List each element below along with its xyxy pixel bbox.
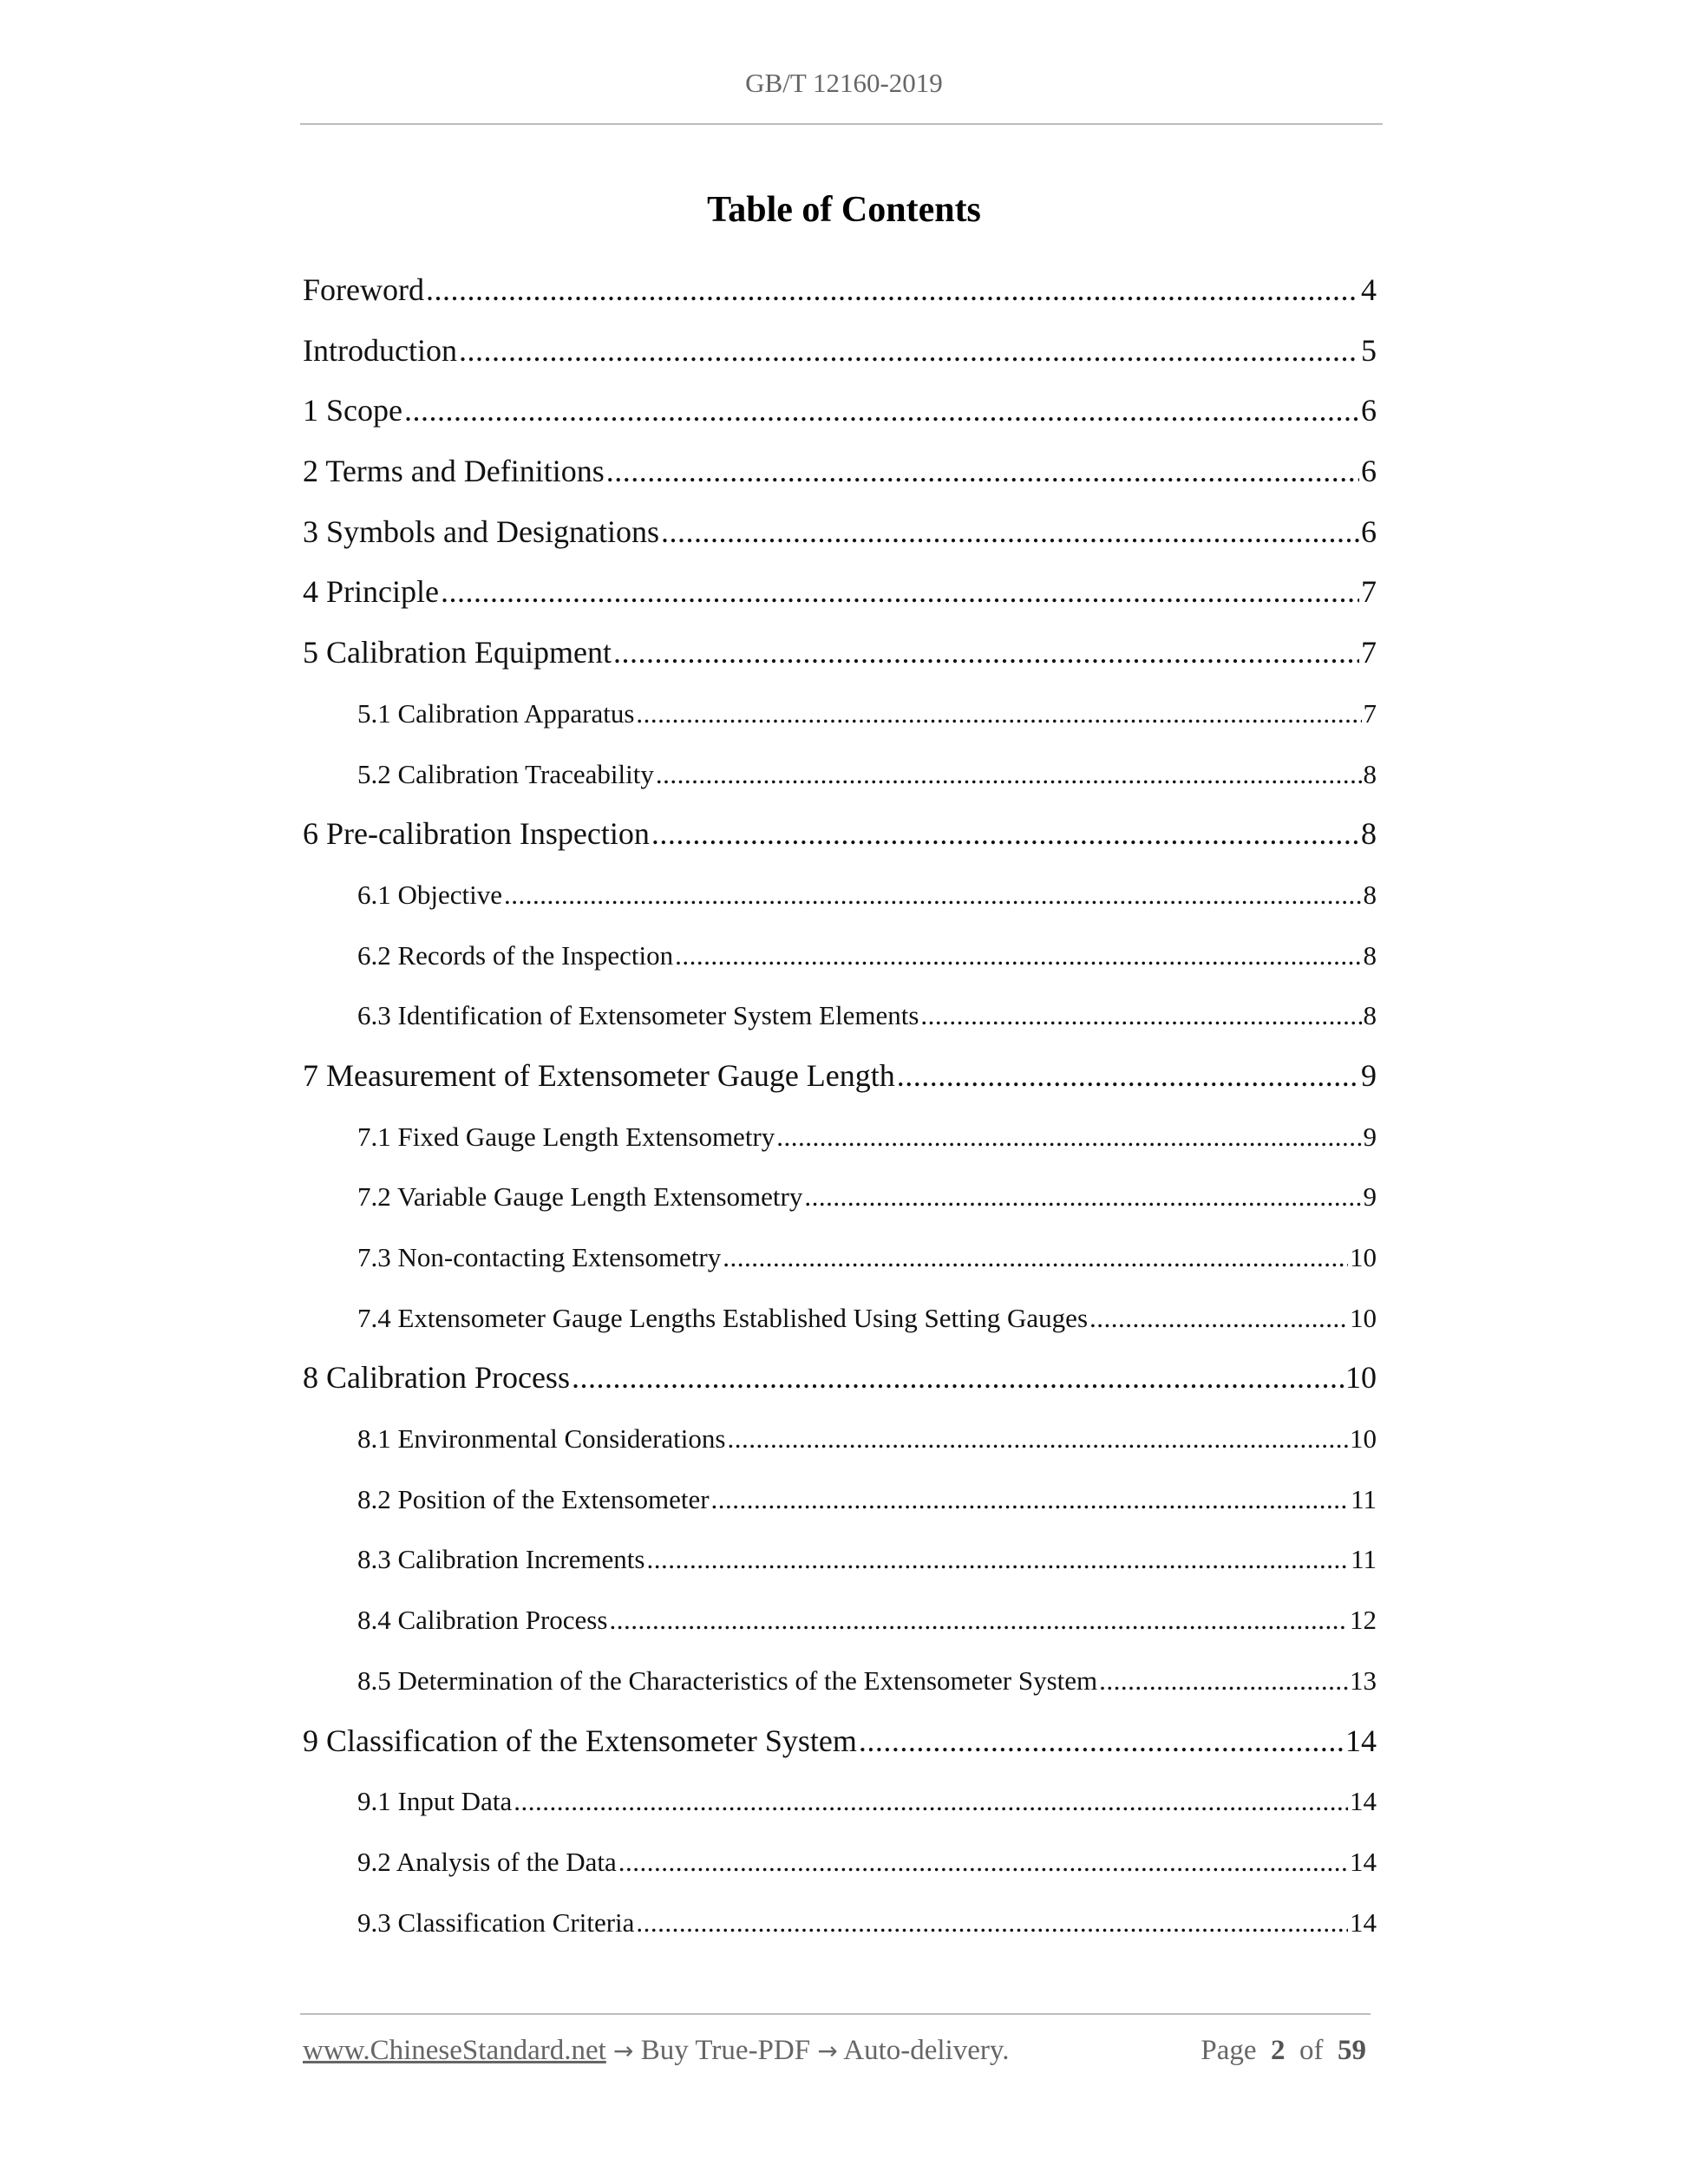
toc-entry-page: 8 [1363,758,1377,789]
toc-dot-leader [613,623,1359,683]
header-divider [300,123,1383,125]
of-label: of [1299,2035,1324,2066]
toc-entry-page: 8 [1361,816,1377,852]
toc-entry-title: 6.3 Identification of Extensometer System Elements [357,1000,919,1031]
toc-entry[interactable] [303,1107,1377,1167]
footer-promo [303,2035,1009,2067]
toc-entry[interactable] [303,1529,1377,1590]
toc-entry-title: 6 Pre-calibration Inspection [303,816,650,852]
toc-dot-leader [441,562,1359,623]
toc-entry-title: 7.2 Variable Gauge Length Extensometry [357,1181,803,1213]
footer-divider [300,2013,1371,2015]
toc-dot-leader [711,1469,1350,1530]
toc-entry[interactable] [303,562,1377,623]
toc-dot-leader [859,1711,1344,1772]
toc-entry-title: 7.4 Extensometer Gauge Lengths Established Using Setting Gauges [357,1302,1089,1333]
toc-dot-leader [727,1409,1348,1469]
toc-entry-title: 6.1 Objective [357,879,503,910]
toc-entry-title: 8 Calibration Process [303,1360,570,1396]
toc-dot-leader [776,1107,1361,1167]
total-pages-number: 59 [1338,2035,1366,2066]
toc-entry-title: 4 Principle [303,574,439,610]
page-label: Page [1201,2035,1257,2066]
toc-dot-leader [636,683,1361,744]
toc-entry-page: 10 [1345,1360,1377,1396]
toc-entry-title: 7 Measurement of Extensometer Gauge Length [303,1057,895,1093]
toc-entry-title: 5.2 Calibration Traceability [357,758,654,789]
toc-entry[interactable] [303,1409,1377,1469]
toc-entry-title: 8.1 Environmental Considerations [357,1423,726,1455]
toc-entry-page: 6 [1361,454,1377,489]
toc-dot-leader [609,1590,1348,1651]
arrow-right-icon: → [613,2037,634,2065]
toc-entry-page: 14 [1350,1846,1377,1877]
toc-entry[interactable] [303,1590,1377,1651]
toc-entry[interactable] [303,1469,1377,1530]
toc-entry-page: 13 [1350,1664,1377,1696]
toc-entry[interactable] [303,381,1377,441]
toc-dot-leader [656,744,1362,805]
toc-entry[interactable] [303,321,1377,382]
toc-dot-leader [1089,1288,1348,1349]
toc-entry-title: 1 Scope [303,393,402,428]
toc-entry-title: 7.3 Non-contacting Extensometry [357,1242,722,1272]
toc-entry-title: 7.1 Fixed Gauge Length Extensometry [357,1121,775,1152]
toc-dot-leader [514,1771,1348,1832]
toc-dot-leader [920,985,1361,1046]
toc-entry-page: 6 [1361,513,1377,549]
toc-list [303,260,1377,1952]
toc-entry[interactable] [303,1771,1377,1832]
toc-entry[interactable] [303,441,1377,502]
arrow-right-icon: → [817,2037,838,2065]
toc-entry-page: 6 [1361,393,1377,428]
toc-entry-page: 7 [1363,697,1377,729]
toc-dot-leader [646,1529,1349,1590]
toc-entry[interactable] [303,1832,1377,1893]
toc-entry-page: 10 [1350,1423,1377,1455]
toc-entry-page: 8 [1363,879,1377,910]
toc-entry[interactable] [303,744,1377,805]
toc-entry[interactable] [303,683,1377,744]
toc-entry[interactable] [303,1651,1377,1711]
page-indicator [1201,2035,1366,2067]
toc-entry-title: 9.2 Analysis of the Data [357,1846,617,1877]
toc-entry[interactable] [303,804,1377,865]
running-header: GB/T 12160-2019 [745,68,943,98]
current-page-number: 2 [1271,2035,1286,2066]
toc-entry[interactable] [303,1227,1377,1288]
toc-entry-title: Introduction [303,332,457,368]
toc-dot-leader [804,1167,1361,1227]
toc-entry-title: 8.2 Position of the Extensometer [357,1483,710,1514]
toc-entry[interactable] [303,925,1377,986]
toc-entry-page: 10 [1350,1242,1377,1272]
toc-dot-leader [675,925,1361,986]
toc-entry-page: 12 [1350,1605,1377,1636]
toc-entry-page: 7 [1361,635,1377,670]
toc-entry-title: 6.2 Records of the Inspection [357,939,674,971]
toc-dot-leader [651,804,1359,865]
toc-entry-title: 3 Symbols and Designations [303,513,659,549]
toc-entry[interactable] [303,1046,1377,1107]
toc-entry[interactable] [303,1288,1377,1349]
toc-entry-page: 5 [1361,332,1377,368]
toc-dot-leader [504,865,1361,925]
toc-dot-leader [404,381,1359,441]
toc-entry-page: 11 [1351,1483,1377,1514]
toc-entry-title: 5.1 Calibration Apparatus [357,697,635,729]
toc-entry-page: 8 [1363,939,1377,971]
toc-entry[interactable] [303,623,1377,683]
toc-dot-leader [661,502,1359,563]
toc-entry[interactable] [303,1167,1377,1227]
toc-entry-title: 5 Calibration Equipment [303,635,612,670]
buy-true-pdf-text: Buy True-PDF [640,2035,811,2066]
toc-entry[interactable] [303,1893,1377,1953]
toc-entry-title: Foreword [303,272,424,307]
toc-entry[interactable] [303,260,1377,321]
toc-dot-leader [606,441,1359,502]
toc-entry-page: 7 [1361,574,1377,610]
toc-entry-page: 9 [1363,1121,1377,1152]
auto-delivery-text: Auto-delivery. [843,2035,1010,2066]
toc-entry[interactable] [303,502,1377,563]
toc-dot-leader [618,1832,1348,1893]
toc-entry[interactable] [303,1711,1377,1772]
toc-entry-page: 14 [1345,1723,1377,1758]
toc-entry-title: 8.5 Determination of the Characteristics of the Extensometer System [357,1664,1098,1696]
toc-entry-page: 14 [1350,1906,1377,1938]
toc-entry-title: 8.3 Calibration Increments [357,1544,645,1575]
toc-entry[interactable] [303,1348,1377,1409]
toc-entry-title: 8.4 Calibration Process [357,1605,608,1636]
toc-entry-page: 10 [1350,1302,1377,1333]
toc-entry-title: 2 Terms and Definitions [303,454,605,489]
toc-entry-page: 4 [1361,272,1377,307]
toc-entry-title: 9.3 Classification Criteria [357,1906,635,1938]
toc-entry-page: 8 [1363,1000,1377,1031]
toc-entry-page: 9 [1361,1057,1377,1093]
toc-dot-leader [1099,1651,1348,1711]
toc-entry-page: 14 [1350,1786,1377,1817]
toc-entry-page: 9 [1363,1181,1377,1213]
toc-dot-leader [636,1893,1348,1953]
toc-entry[interactable] [303,985,1377,1046]
site-link[interactable]: www.ChineseStandard.net [303,2035,606,2066]
toc-dot-leader [572,1348,1344,1409]
toc-dot-leader [426,260,1359,321]
toc-heading: Table of Contents [707,190,981,230]
toc-entry-title: 9.1 Input Data [357,1786,513,1817]
toc-dot-leader [897,1046,1359,1107]
toc-entry-page: 11 [1351,1544,1377,1575]
toc-dot-leader [723,1227,1348,1288]
toc-dot-leader [459,321,1359,382]
toc-entry-title: 9 Classification of the Extensometer System [303,1723,857,1758]
toc-entry[interactable] [303,865,1377,925]
